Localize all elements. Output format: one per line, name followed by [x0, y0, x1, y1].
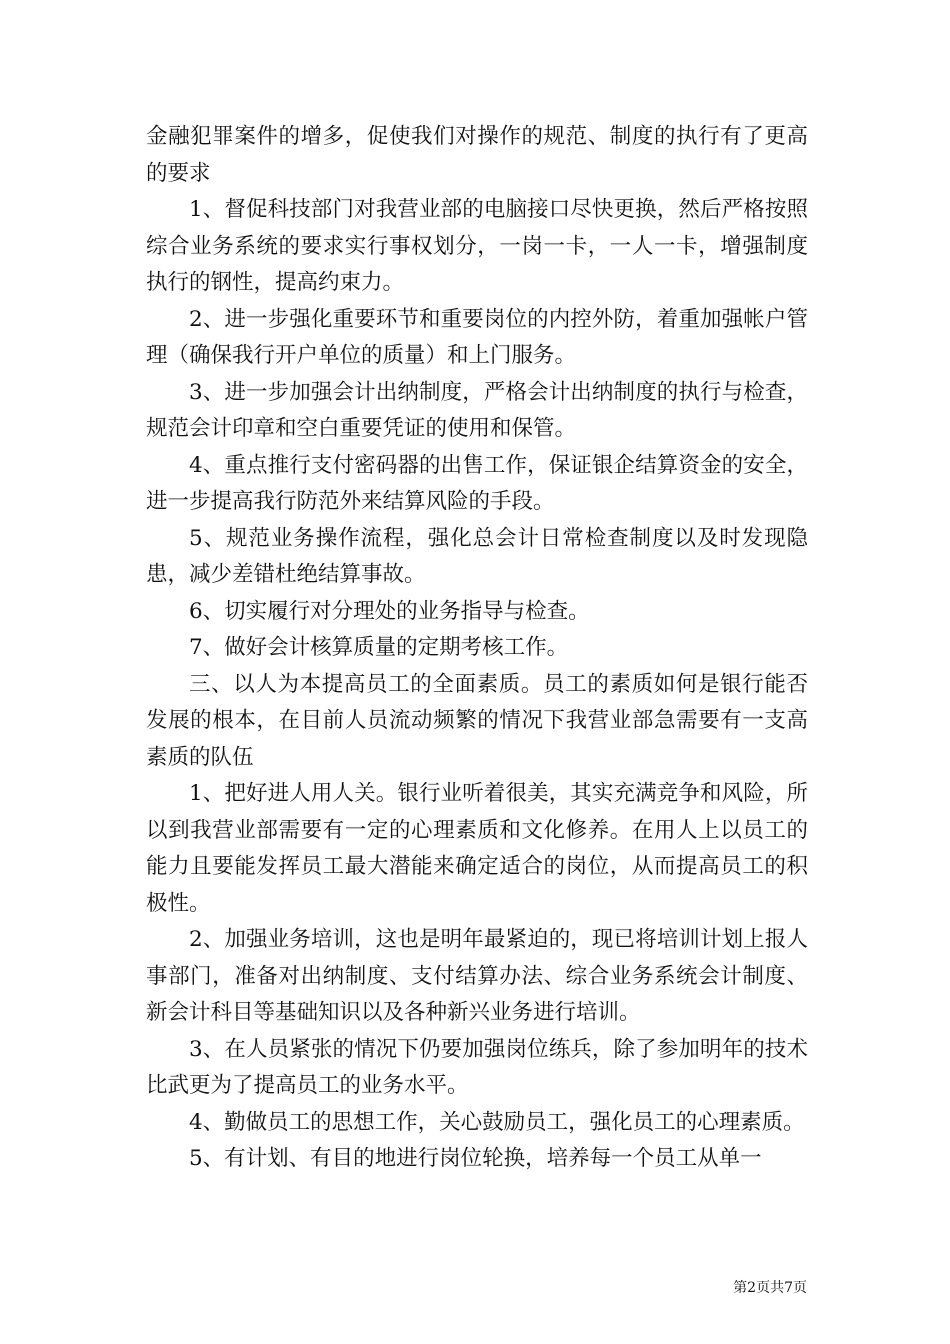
paragraph-item-3: 3、进一步加强会计出纳制度，严格会计出纳制度的执行与检查，规范会计印章和空白重要凭证的使用和保管。	[146, 379, 808, 441]
paragraph-staff-3: 3、在人员紧张的情况下仍要加强岗位练兵，除了参加明年的技术比武更为了提高员工的业务水平。	[146, 1036, 808, 1098]
paragraph-item-2: 2、进一步强化重要环节和重要岗位的内控外防，着重加强帐户管理（确保我行开户单位的质量）和上门服务。	[146, 306, 808, 368]
paragraph-staff-2: 2、加强业务培训，这也是明年最紧迫的，现已将培训计划上报人事部门，准备对出纳制度、支付结算办法、综合业务系统会计制度、新会计科目等基础知识以及各种新兴业务进行培训。	[146, 927, 808, 1025]
paragraph-item-1: 1、督促科技部门对我营业部的电脑接口尽快更换，然后严格按照综合业务系统的要求实行事权划分，一岗一卡，一人一卡，增强制度执行的钢性，提高约束力。	[146, 197, 808, 295]
page-footer	[0, 1279, 807, 1297]
paragraph-item-4: 4、重点推行支付密码器的出售工作，保证银企结算资金的安全，进一步提高我行防范外来结算风险的手段。	[146, 452, 808, 514]
paragraph-continuation: 金融犯罪案件的增多，促使我们对操作的规范、制度的执行有了更高的要求	[146, 124, 808, 186]
paragraph-item-7: 7、做好会计核算质量的定期考核工作。	[189, 635, 569, 660]
paragraph-staff-1: 1、把好进人用人关。银行业听着很美，其实充满竞争和风险，所以到我营业部需要有一定的心理素质和文化修养。在用人上以员工的能力且要能发挥员工最大潜能来确定适合的岗位，从而提高员工的积极性。	[146, 781, 808, 916]
page-number: 第2页共7页	[733, 1280, 807, 1296]
section-heading-three: 三、以人为本提高员工的全面素质。员工的素质如何是银行能否发展的根本，在目前人员流动频繁的情况下我营业部急需要有一支高素质的队伍	[146, 671, 808, 770]
paragraph-staff-4: 4、勤做员工的思想工作，关心鼓励员工，强化员工的心理素质。	[189, 1109, 805, 1135]
paragraph-staff-5: 5、有计划、有目的地进行岗位轮换，培养每一个员工从单一	[189, 1146, 762, 1171]
paragraph-item-5: 5、规范业务操作流程，强化总会计日常检查制度以及时发现隐患，减少差错杜绝结算事故。	[146, 525, 808, 587]
paragraph-item-6: 6、切实履行对分理处的业务指导与检查。	[189, 598, 590, 624]
document-body	[146, 119, 808, 1178]
